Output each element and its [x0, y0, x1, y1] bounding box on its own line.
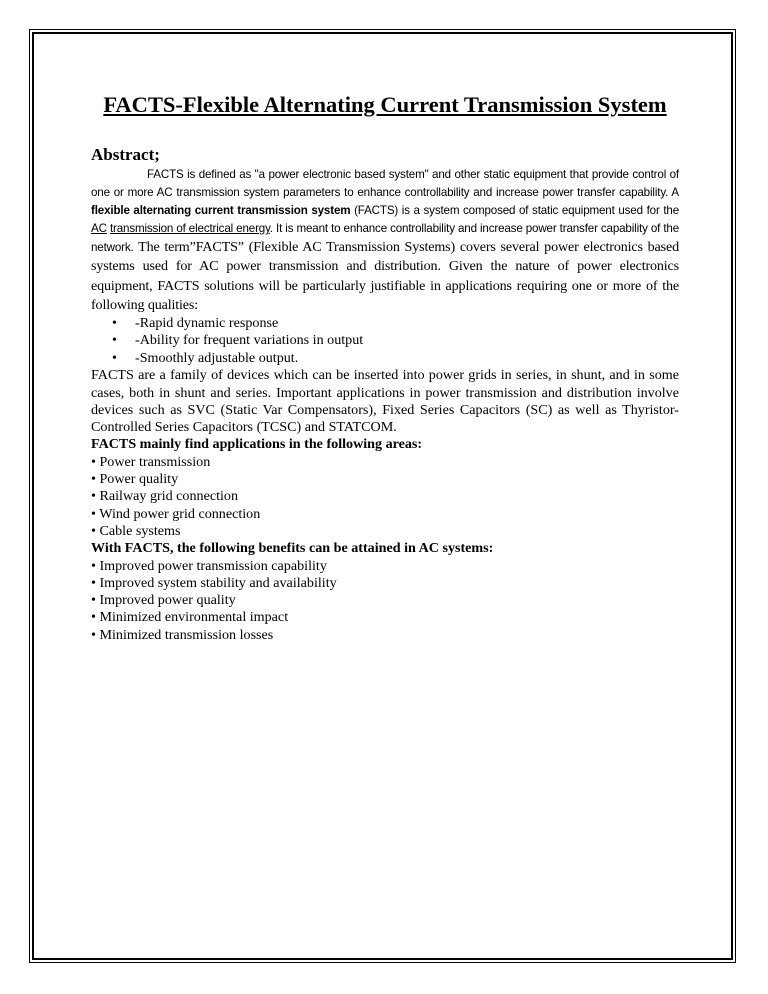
transmission-link[interactable]: transmission of electrical energy — [109, 222, 270, 236]
document-title: FACTS-Flexible Alternating Current Transmission System — [103, 92, 667, 117]
abstract-text-2: (FACTS) is a system composed of static equipment used for the — [350, 204, 680, 218]
list-item: • Minimized environmental impact — [91, 609, 289, 626]
bullet-icon: • — [112, 332, 117, 349]
ac-link[interactable]: AC — [91, 222, 107, 236]
list-item: • Minimized transmission losses — [91, 626, 274, 643]
bullet-icon: • — [112, 314, 117, 331]
list-item: • Improved system stability and availability — [91, 574, 337, 591]
list-item: • Improved power transmission capability — [91, 557, 327, 574]
list-item: • -Smoothly adjustable output. — [112, 349, 299, 366]
benefits-list — [91, 558, 679, 644]
list-item: • -Ability for frequent variations in output — [112, 332, 364, 349]
qualities-list — [91, 315, 679, 368]
abstract-text-4: The term”FACTS” (Flexible AC Transmission Systems) covers several power electronics based systems used for AC power transmission and distribution. Given the nature of power electronics equipment, FACTS solutions will be particularly justifiable in applications requiring one or more of the following qualities: — [91, 239, 679, 313]
document-body — [91, 90, 679, 644]
abstract-text-3: . It is meant to enhance controllability and increase power transfer capability of the network. — [91, 222, 679, 255]
list-item: • Wind power grid connection — [91, 505, 261, 522]
applications-heading: FACTS mainly find applications in the following areas: — [91, 436, 423, 453]
list-item: • Power transmission — [91, 453, 211, 470]
benefits-heading: With FACTS, the following benefits can be attained in AC systems: — [91, 540, 494, 557]
applications-list — [91, 454, 679, 540]
list-item: • Power quality — [91, 471, 179, 488]
abstract-paragraph — [91, 166, 679, 315]
devices-paragraph: FACTS are a family of devices which can be inserted into power grids in series, in shunt, and in some cases, both in shunt and series. Important applications in power transmission and distribution involve devices such as SVC (Static Var Compensators), Fixed Series Capacitors (SC) as well as Thyristor-Controlled Series Capacitors (TCSC) and STATCOM. — [91, 367, 679, 436]
abstract-text-1: FACTS is defined as "a power electronic based system" and other static equipment that provide control of one or more AC transmission system parameters to enhance controllability and increase power transfer capability. A — [91, 168, 679, 200]
list-item: • Cable systems — [91, 522, 181, 539]
list-item: • -Rapid dynamic response — [112, 314, 279, 331]
abstract-heading: Abstract; — [91, 145, 160, 164]
facts-bold-term: flexible alternating current transmission system — [91, 204, 351, 218]
list-item: • Improved power quality — [91, 592, 236, 609]
bullet-icon: • — [112, 349, 117, 366]
list-item: • Railway grid connection — [91, 488, 239, 505]
